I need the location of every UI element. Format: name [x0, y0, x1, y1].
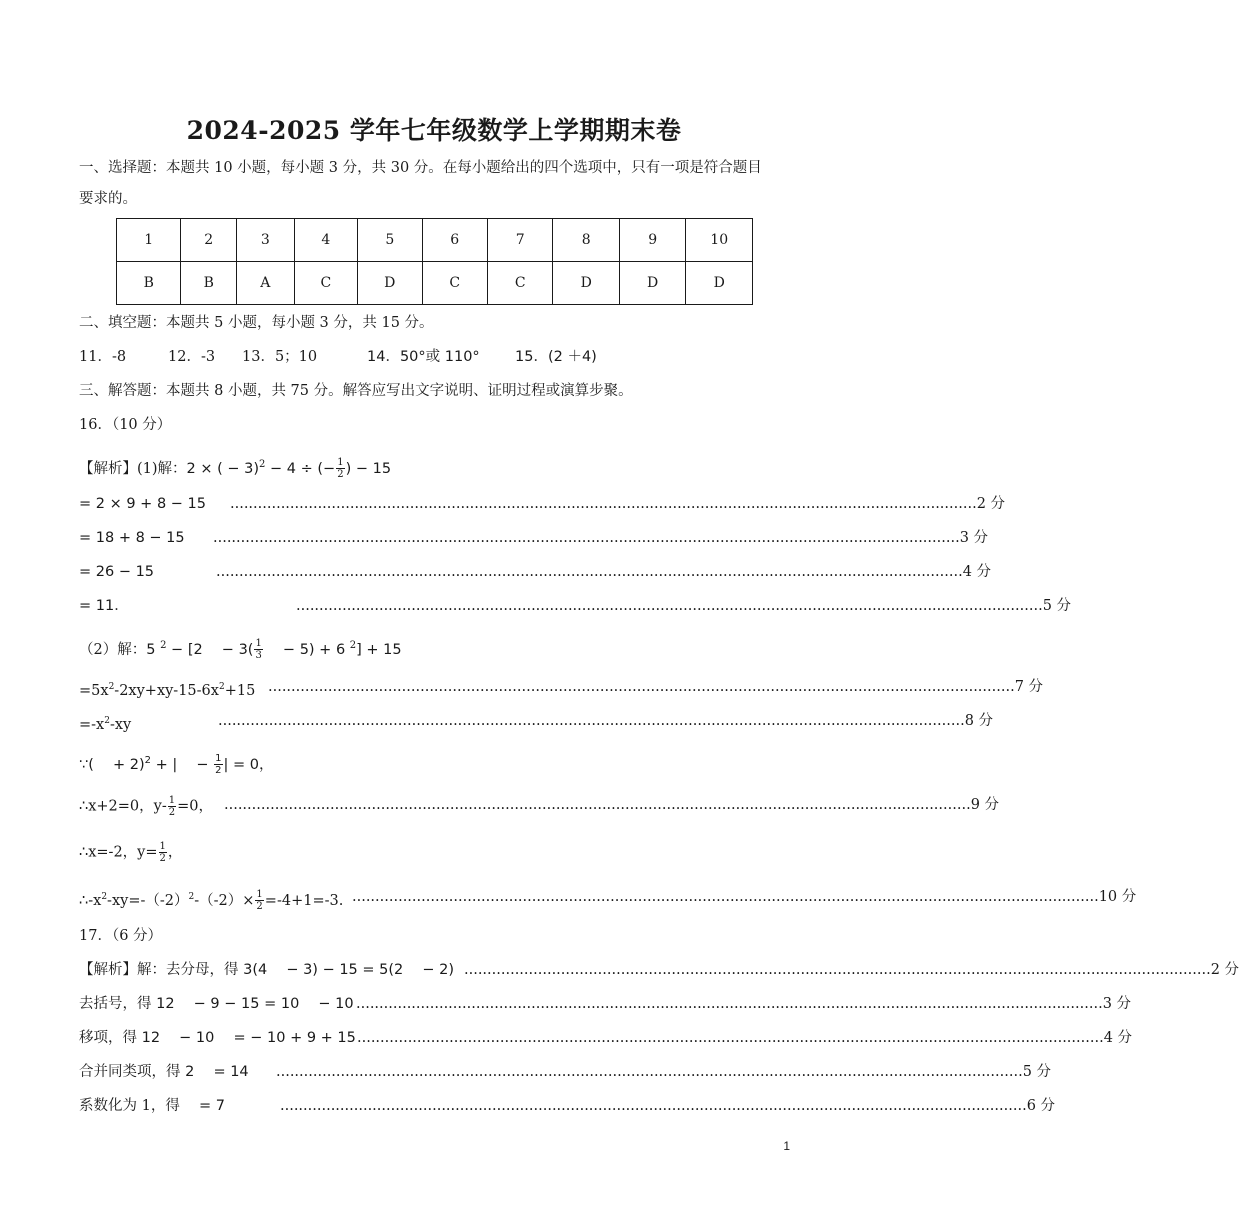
fraction-denominator: 2: [159, 853, 166, 864]
score: 4 分: [962, 564, 992, 580]
expr: -xy=-（-2）: [107, 892, 189, 909]
q16-condition: [79, 751, 274, 776]
table-cell-answer: B: [117, 262, 181, 305]
fraction-numerator: 1: [255, 638, 262, 650]
step-text: 合并同类项，得: [79, 1064, 186, 1080]
q16-step2: = 18 + 8 − 15: [79, 530, 185, 546]
leader-dots: ..................................................................................................................................................................: [296, 598, 1043, 614]
q17-step4: [79, 1062, 249, 1082]
fraction-denominator: 2: [337, 469, 344, 481]
answer-q11: 11．-8: [79, 349, 127, 365]
step-text: 移项，得: [79, 1030, 142, 1046]
sup: 2: [101, 892, 108, 902]
table-cell-answer: C: [488, 262, 553, 305]
q16-p2-a: 5: [146, 641, 161, 658]
q16-p2-c-sup: 2: [349, 640, 357, 651]
q17-step3: [79, 1028, 356, 1048]
expr: ∴x+2=0，y-: [79, 798, 167, 815]
q16-result: [79, 887, 343, 912]
expr: =0，: [177, 798, 213, 815]
q16-step4: = 11．: [79, 598, 129, 614]
q16-intro: 【解析】(1)解：: [79, 460, 187, 477]
score: 9 分: [970, 797, 1000, 813]
leader-dots: ..................................................................................................................................................................: [276, 1064, 1023, 1080]
score: 2 分: [976, 496, 1006, 512]
leader-dots: ..................................................................................................................................................................: [356, 996, 1103, 1012]
q16-expr-sup: 2: [259, 459, 266, 470]
leader-dots: ..................................................................................................................................................................: [218, 713, 965, 729]
leader-dots: ..................................................................................................................................................................: [213, 530, 960, 546]
table-cell-number: 3: [237, 219, 295, 262]
q16-p2-step1: [79, 677, 255, 701]
q17-step2: [79, 994, 354, 1014]
q16-deduce1: [79, 795, 213, 818]
leader-dots: ..................................................................................................................................................................: [280, 1098, 1027, 1114]
fraction-numerator: 1: [215, 753, 222, 765]
table-cell-number: 9: [619, 219, 685, 262]
answer-q15: 15．(2 ＋4): [515, 349, 597, 365]
table-cell-number: 8: [553, 219, 619, 262]
fraction: [159, 841, 167, 864]
q17-label: 17．（6 分）: [79, 928, 163, 944]
leader-dots: ..................................................................................................................................................................: [357, 1030, 1104, 1046]
step-math: = 7: [184, 1098, 225, 1114]
q16-step3-score: [216, 562, 992, 582]
fraction-denominator: 2: [215, 765, 222, 777]
table-cell-number: 1: [117, 219, 181, 262]
table-cell-answer: D: [358, 262, 422, 305]
score: 5 分: [1022, 1064, 1052, 1080]
section2-header: 二、填空题：本题共 5 小题，每小题 3 分，共 15 分。: [79, 315, 434, 331]
step-text: 系数化为 1，得: [79, 1098, 185, 1114]
table-cell-answer: B: [181, 262, 237, 305]
q17-step5-score: [280, 1096, 1056, 1116]
table-cell-answer: C: [294, 262, 357, 305]
q16-expr-a: 2 × ( − 3): [186, 460, 260, 477]
q16-p2-step1-score: [268, 677, 1044, 697]
q17-step1-score: [464, 960, 1239, 980]
step-text: 【解析】解：去分母，得: [79, 962, 244, 978]
fraction-denominator: 3: [255, 650, 262, 662]
score: 10 分: [1098, 889, 1137, 905]
answer-table-answer-row: [117, 262, 753, 305]
section3-header: 三、解答题：本题共 8 小题，共 75 分。解答应写出文字说明、证明过程或演算步聚。: [79, 383, 633, 399]
q17-step3-score: [357, 1028, 1133, 1048]
fraction-denominator: 2: [168, 807, 176, 818]
score: 3 分: [959, 530, 989, 546]
sup: 2: [108, 682, 115, 692]
answer-table: [116, 218, 753, 305]
answer-q14: 14．50°或 110°: [367, 349, 480, 365]
answer-q12: 12．-3: [168, 349, 216, 365]
table-cell-number: 6: [422, 219, 487, 262]
page-title: 2024-2025 学年七年级数学上学期期末卷: [186, 116, 682, 145]
expr: ∴x=-2，y=: [79, 844, 158, 861]
q16-p2-c: ] + 15: [356, 641, 402, 658]
q16-result-score: [352, 887, 1137, 907]
table-cell-number: 2: [181, 219, 237, 262]
leader-dots: ..................................................................................................................................................................: [224, 797, 971, 813]
fraction: [214, 753, 222, 776]
step-math: 2 = 14: [185, 1064, 249, 1080]
q16-expr-c: ) − 15: [345, 460, 392, 477]
table-cell-answer: D: [619, 262, 685, 305]
sup: 2: [144, 755, 152, 766]
expr: ，: [167, 844, 183, 861]
expr: | = 0，: [223, 756, 274, 773]
q17-step2-score: [356, 994, 1132, 1014]
q16-p2-fraction: [254, 638, 262, 661]
q16-p2-a-sup: 2: [160, 640, 167, 651]
q16-step3: = 26 − 15: [79, 564, 155, 580]
score: 8 分: [964, 713, 994, 729]
table-cell-answer: A: [237, 262, 295, 305]
table-cell-number: 7: [488, 219, 553, 262]
q17-step1: [79, 960, 454, 980]
q16-p2-step2: [79, 711, 131, 735]
answer-table-number-row: [117, 219, 753, 262]
answer-q13: 13．5；10: [242, 349, 318, 365]
fraction-numerator: 1: [168, 795, 176, 806]
q16-deduce2: [79, 841, 182, 864]
expr: =-x: [79, 716, 105, 733]
section1-header-cont: 要求的。: [79, 191, 137, 207]
step-math: 12 − 10 = − 10 + 9 + 15: [141, 1030, 356, 1046]
leader-dots: ..................................................................................................................................................................: [230, 496, 977, 512]
score: 3 分: [1102, 996, 1132, 1012]
leader-dots: ..................................................................................................................................................................: [464, 962, 1211, 978]
table-cell-number: 10: [686, 219, 753, 262]
fraction-numerator: 1: [337, 457, 344, 469]
q16-step1-score: [230, 494, 1006, 514]
expr: -xy: [109, 716, 132, 733]
score: 5 分: [1042, 598, 1072, 614]
expr: + | −: [151, 756, 214, 773]
fraction-numerator: 1: [159, 841, 166, 852]
q16-frac-prefix: (−: [317, 460, 336, 477]
fraction: [168, 795, 176, 818]
expr: -（-2）×: [194, 892, 255, 909]
q16-part2-problem: [79, 636, 402, 661]
table-cell-number: 5: [358, 219, 422, 262]
page-number: 1: [783, 1139, 790, 1153]
step-text: 去括号，得: [79, 996, 157, 1012]
expr: +15: [224, 682, 256, 699]
score: 7 分: [1014, 679, 1044, 695]
step-math: 12 − 9 − 15 = 10 − 10: [156, 996, 354, 1012]
score: 4 分: [1103, 1030, 1133, 1046]
table-cell-number: 4: [294, 219, 357, 262]
step-math: 3(4 − 3) − 15 = 5(2 − 2): [243, 962, 455, 978]
section1-header: 一、选择题：本题共 10 小题，每小题 3 分，共 30 分。在每小题给出的四个选项中，只有一项是符合题目: [79, 160, 762, 176]
leader-dots: ..................................................................................................................................................................: [352, 889, 1099, 905]
leader-dots: ..................................................................................................................................................................: [216, 564, 963, 580]
q16-p2-b: − [2 − 3(: [166, 641, 254, 658]
sup: 2: [188, 892, 195, 902]
q16-p2-b-rest: − 5) + 6: [263, 641, 350, 658]
expr: ∵( + 2): [79, 756, 145, 773]
expr: =-4+1=-3.: [264, 892, 344, 909]
sup: 2: [104, 716, 110, 726]
q17-step5: [79, 1096, 225, 1116]
expr: ∴-x: [79, 892, 102, 909]
score: 6 分: [1026, 1098, 1056, 1114]
fraction: [255, 889, 263, 912]
table-cell-answer: C: [422, 262, 487, 305]
sup: 2: [218, 682, 225, 692]
fraction-denominator: 2: [256, 901, 263, 913]
expr: =5x: [79, 682, 109, 699]
q16-p2-step2-score: [218, 711, 994, 731]
q16-p2-intro: （2）解：: [79, 641, 147, 658]
q16-part1-problem: [79, 455, 391, 480]
q16-label: 16．（10 分）: [79, 417, 172, 433]
leader-dots: ..................................................................................................................................................................: [268, 679, 1015, 695]
fraction-numerator: 1: [256, 889, 263, 901]
q16-fraction: [336, 457, 344, 480]
q16-deduce1-score: [224, 795, 1000, 815]
table-cell-answer: D: [553, 262, 619, 305]
q16-expr-b: − 4 ÷: [265, 460, 318, 477]
q16-step4-score: [296, 596, 1072, 616]
q16-step1: = 2 × 9 + 8 − 15: [79, 496, 206, 512]
q16-step2-score: [213, 528, 989, 548]
q17-step4-score: [276, 1062, 1052, 1082]
score: 2 分: [1210, 962, 1239, 978]
expr: -2xy+xy-15-6x: [114, 682, 219, 699]
table-cell-answer: D: [686, 262, 753, 305]
